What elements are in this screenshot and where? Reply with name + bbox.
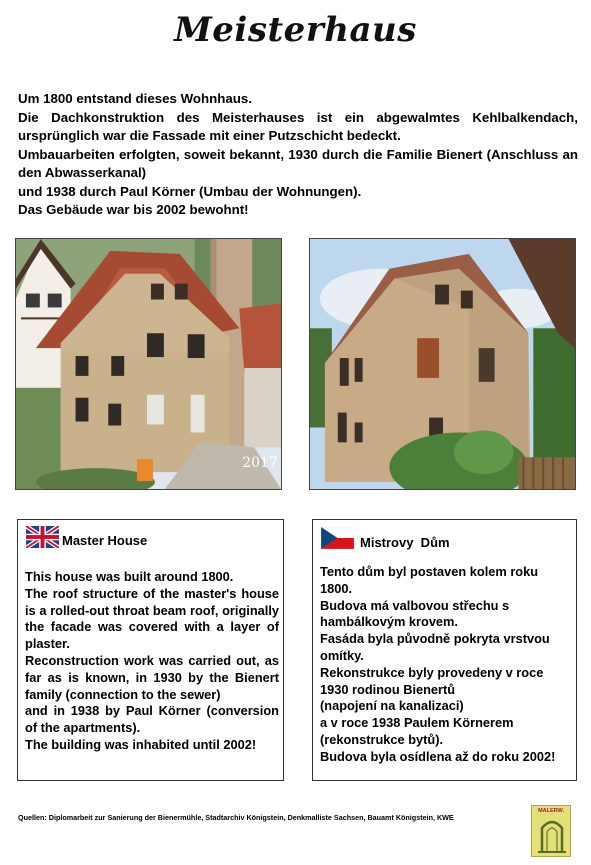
page-title: Meisterhaus [174, 10, 417, 50]
sources-footnote: Quellen: Diplomarbeit zur Sanierung der Bienermühle, Stadtarchiv Königstein, Denkmalliste Sachsen, Bauamt Königstein, KWE [18, 813, 454, 822]
english-heading: Master House [62, 533, 148, 548]
english-line: The building was inhabited until 2002! [25, 736, 257, 752]
czech-line: Fasáda byla původně pokryta vrstvou omítky. [320, 631, 550, 663]
english-info-box [17, 519, 284, 781]
english-header [26, 525, 147, 548]
house-photo-side [309, 238, 576, 490]
intro-line: Um 1800 entstand dieses Wohnhaus. [18, 91, 252, 106]
czech-line: a v roce 1938 Paulem Körnerem [320, 715, 514, 731]
intro-line: Umbauarbeiten erfolgten, soweit bekannt, 1930 durch die Familie Bienert (Anschluss an den Abwasserkanal) [18, 146, 578, 180]
english-text [25, 569, 279, 754]
uk-flag-icon [26, 526, 59, 548]
english-line: This house was built around 1800. [25, 569, 234, 584]
czech-line: (rekonstrukce bytů). [320, 731, 444, 747]
intro-text [18, 90, 578, 220]
czech-text [320, 564, 570, 766]
intro-line: Die Dachkonstruktion des Meisterhauses ist ein abgewalmtes Kehlbalkendach, ursprünglich war die Fassade mit einer Putzschicht bedeckt. [18, 109, 578, 143]
czech-line: Budova byla osídlena až do roku 2002! [320, 748, 556, 764]
house-photo-2017 [15, 238, 282, 490]
logo-text: MALERW. [538, 808, 564, 814]
house-photo-2017-image [16, 239, 281, 489]
english-line: Reconstruction work was carried out, as far as is known, in 1930 by the Bienert family (connection to the sewer) [25, 652, 279, 702]
czech-line: Budova má valbovou střechu s hambálkovým krovem. [320, 597, 510, 630]
house-photo-side-image [310, 239, 575, 489]
czech-line: Rekonstrukce byly provedeny v roce 1930 rodinou Bienertů [320, 664, 544, 697]
czech-flag-icon [321, 527, 354, 549]
logo-arch-icon [532, 806, 572, 858]
czech-line: (napojení na kanalizaci) [320, 698, 464, 714]
czech-header [321, 525, 450, 550]
english-line: The roof structure of the master's house is a rolled-out throat beam roof, originally the facade was covered with a layer of plaster. [25, 585, 279, 652]
intro-line: und 1938 durch Paul Körner (Umbau der Wohnungen). [18, 183, 362, 199]
photo-year-label: 2017 [242, 455, 278, 472]
english-line: and in 1938 by Paul Körner (conversion of the apartments). [25, 703, 279, 736]
czech-heading: Mistrovy Dům [360, 535, 450, 550]
malerweg-logo-icon [531, 805, 571, 857]
intro-line: Das Gebäude war bis 2002 bewohnt! [18, 202, 249, 217]
czech-info-box [312, 519, 577, 781]
czech-line: Tento dům byl postaven kolem roku 1800. [320, 564, 539, 596]
